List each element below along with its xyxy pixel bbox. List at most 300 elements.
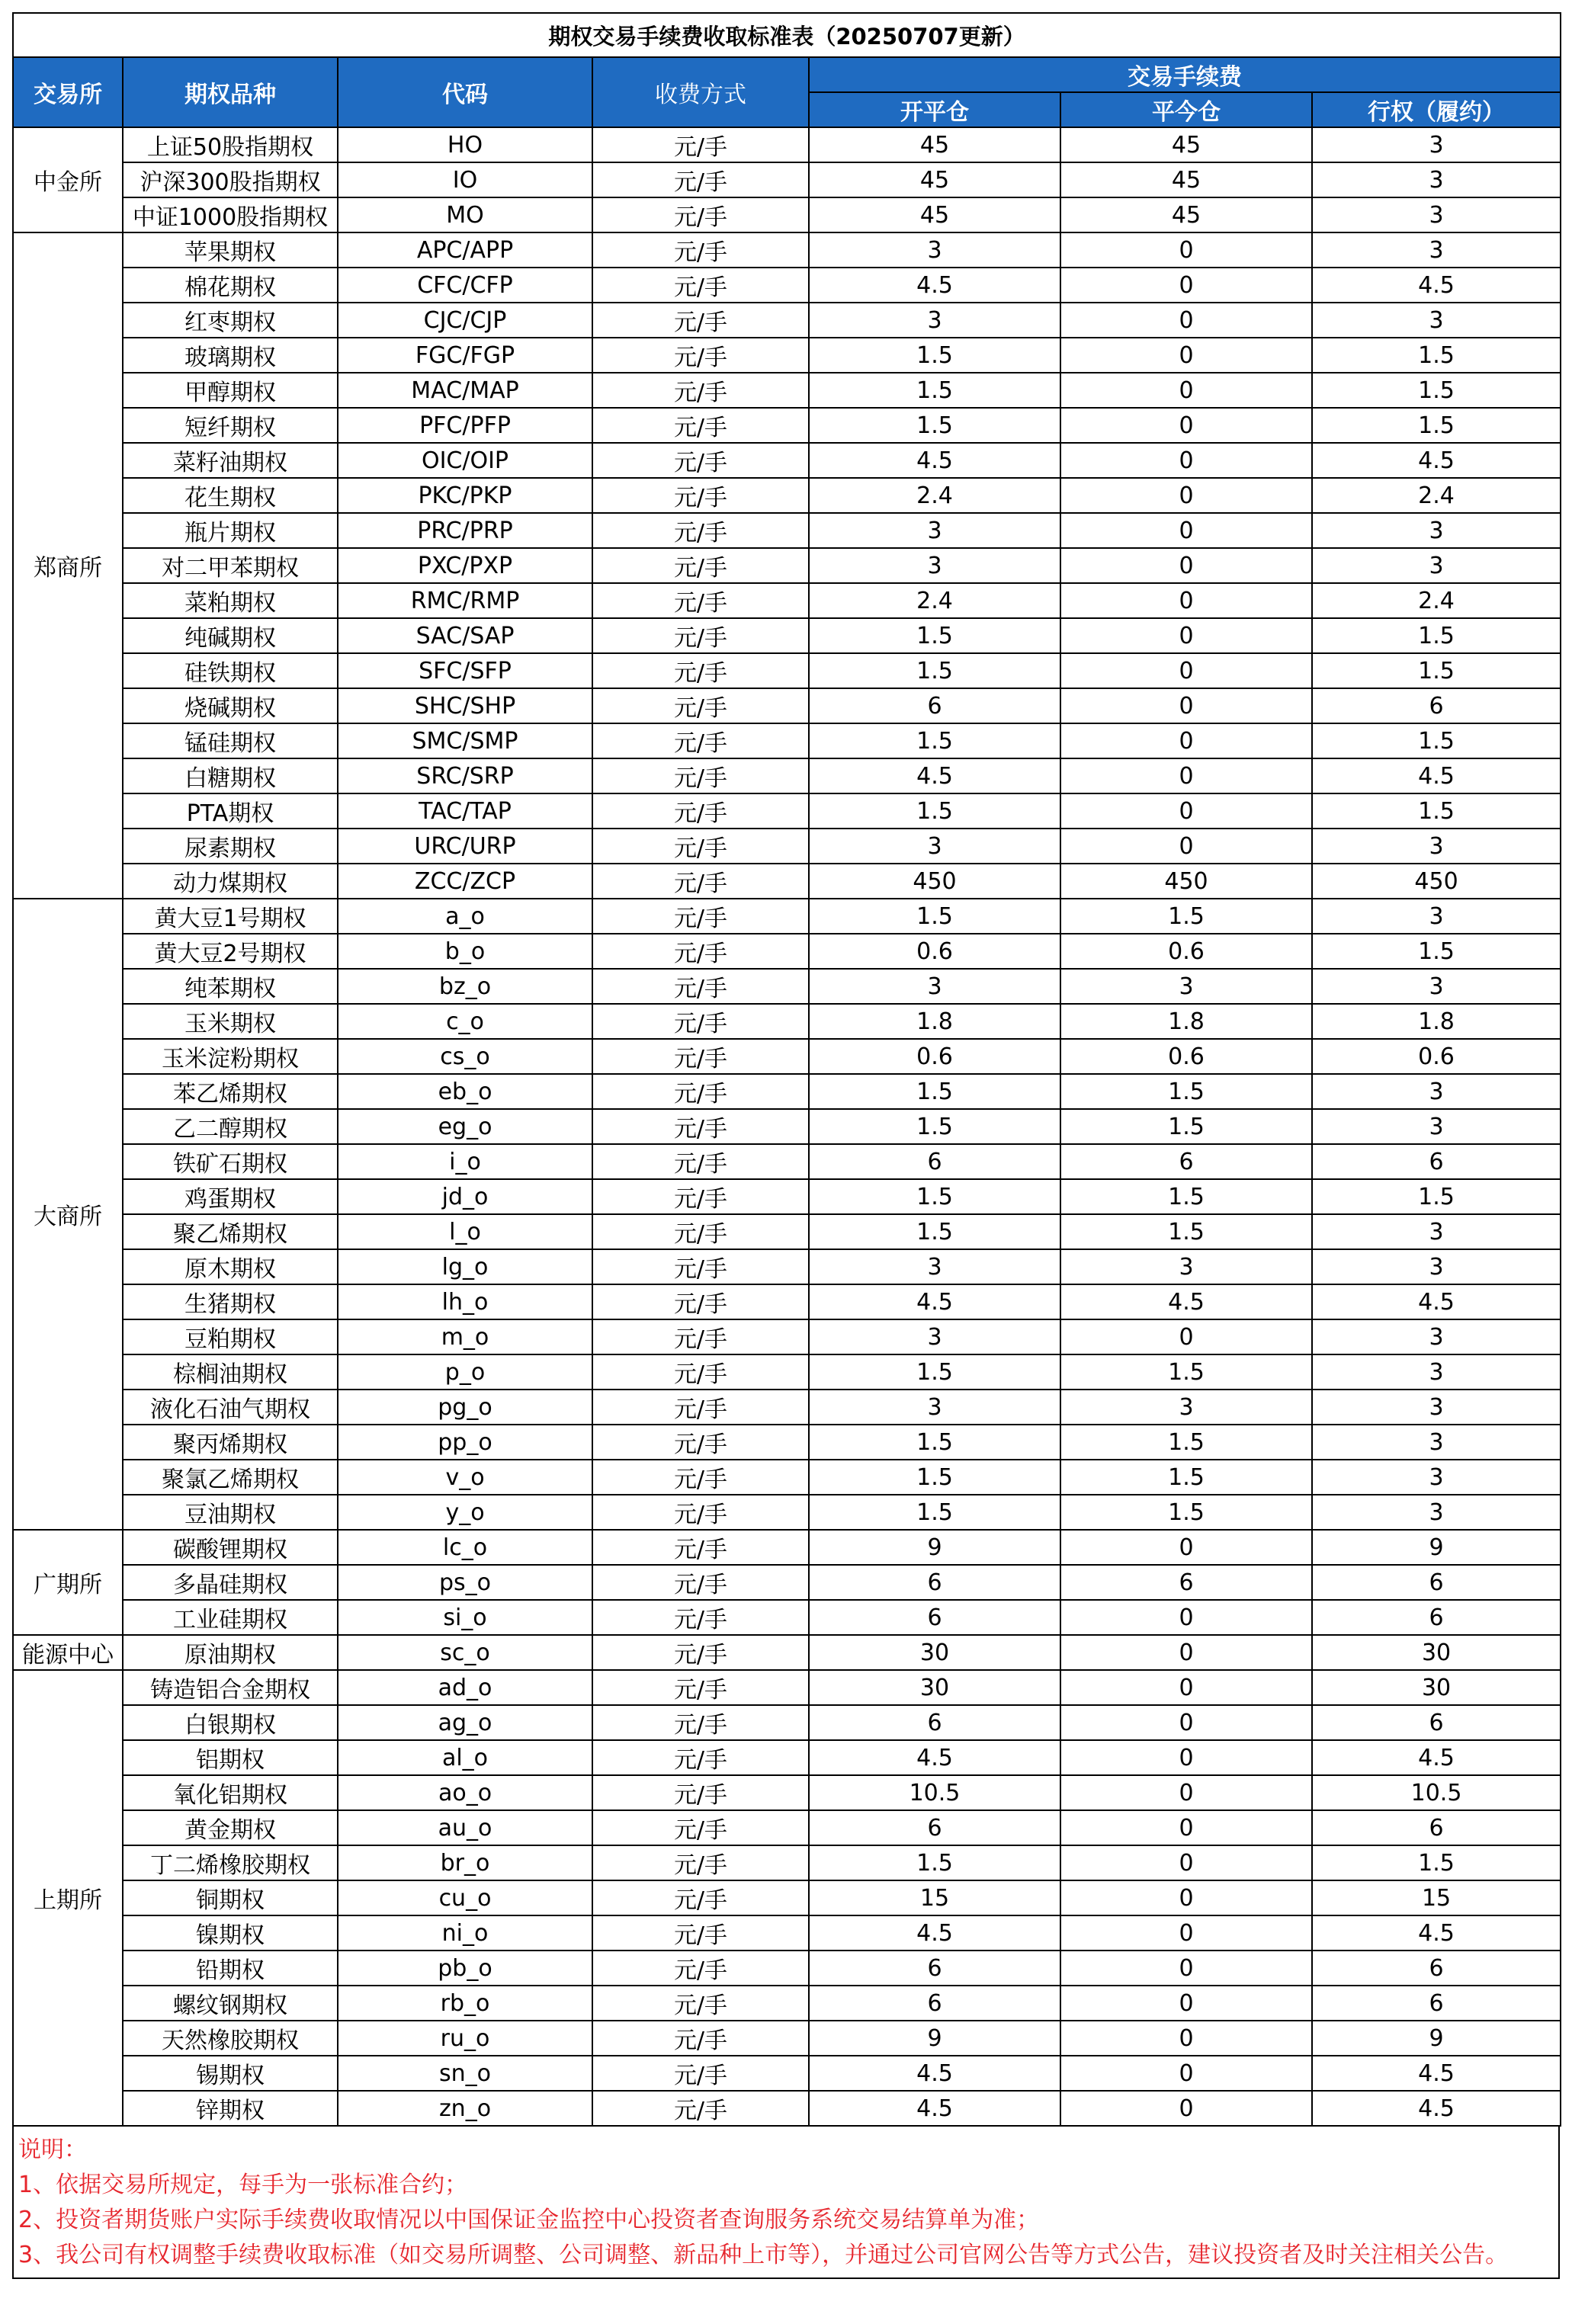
open-close-fee-cell: 3 — [809, 829, 1060, 864]
product-name-cell: 玉米期权 — [123, 1004, 338, 1039]
table-row — [13, 1354, 1561, 1390]
product-code-cell: cu_o — [338, 1880, 592, 1915]
close-today-fee-cell: 0 — [1060, 1845, 1312, 1880]
exercise-fee-cell: 6 — [1312, 1565, 1561, 1600]
product-code-cell: MO — [338, 197, 592, 232]
fee-method-cell: 元/手 — [592, 1179, 809, 1214]
close-today-fee-cell: 0 — [1060, 303, 1312, 338]
exercise-fee-cell: 6 — [1312, 1810, 1561, 1845]
fee-method-cell: 元/手 — [592, 1425, 809, 1460]
fee-sheet — [12, 12, 1560, 2279]
product-code-cell: IO — [338, 162, 592, 197]
product-code-cell: SRC/SRP — [338, 758, 592, 793]
product-name-cell: 铸造铝合金期权 — [123, 1670, 338, 1705]
exercise-fee-cell: 3 — [1312, 1214, 1561, 1249]
table-row — [13, 2091, 1561, 2126]
product-name-cell: 生猪期权 — [123, 1284, 338, 1319]
product-name-cell: 花生期权 — [123, 478, 338, 513]
product-code-cell: pp_o — [338, 1425, 592, 1460]
product-name-cell: 聚乙烯期权 — [123, 1214, 338, 1249]
exercise-fee-cell: 0.6 — [1312, 1039, 1561, 1074]
fee-method-cell: 元/手 — [592, 618, 809, 653]
product-code-cell: al_o — [338, 1740, 592, 1775]
exercise-fee-cell: 3 — [1312, 899, 1561, 934]
close-today-fee-cell: 0 — [1060, 618, 1312, 653]
exercise-fee-cell: 4.5 — [1312, 2056, 1561, 2091]
table-row — [13, 618, 1561, 653]
product-name-cell: 螺纹钢期权 — [123, 1986, 338, 2021]
product-name-cell: 豆油期权 — [123, 1495, 338, 1530]
table-row — [13, 899, 1561, 934]
open-close-fee-cell: 9 — [809, 2021, 1060, 2056]
exercise-fee-cell: 4.5 — [1312, 1915, 1561, 1951]
fee-method-cell: 元/手 — [592, 408, 809, 443]
exercise-fee-cell: 30 — [1312, 1670, 1561, 1705]
close-today-fee-cell: 0 — [1060, 1530, 1312, 1565]
close-today-fee-cell: 0 — [1060, 408, 1312, 443]
fee-method-cell: 元/手 — [592, 1074, 809, 1109]
exchange-cell: 郑商所 — [13, 232, 123, 899]
close-today-fee-cell: 45 — [1060, 197, 1312, 232]
close-today-fee-cell: 1.5 — [1060, 1354, 1312, 1390]
close-today-fee-cell: 1.5 — [1060, 1460, 1312, 1495]
open-close-fee-cell: 1.5 — [809, 899, 1060, 934]
open-close-fee-cell: 6 — [809, 1144, 1060, 1179]
close-today-fee-cell: 0 — [1060, 1775, 1312, 1810]
table-row — [13, 1705, 1561, 1740]
product-name-cell: 碳酸锂期权 — [123, 1530, 338, 1565]
col-header-open-close: 开平仓 — [809, 92, 1060, 127]
fee-method-cell: 元/手 — [592, 1109, 809, 1144]
open-close-fee-cell: 3 — [809, 969, 1060, 1004]
table-row — [13, 1740, 1561, 1775]
open-close-fee-cell: 3 — [809, 1249, 1060, 1284]
close-today-fee-cell: 0 — [1060, 232, 1312, 268]
product-name-cell: 沪深300股指期权 — [123, 162, 338, 197]
fee-method-cell: 元/手 — [592, 443, 809, 478]
close-today-fee-cell: 0 — [1060, 1740, 1312, 1775]
product-name-cell: 铁矿石期权 — [123, 1144, 338, 1179]
open-close-fee-cell: 1.5 — [809, 1074, 1060, 1109]
product-code-cell: lh_o — [338, 1284, 592, 1319]
open-close-fee-cell: 30 — [809, 1670, 1060, 1705]
table-row — [13, 268, 1561, 303]
open-close-fee-cell: 3 — [809, 232, 1060, 268]
table-row — [13, 1144, 1561, 1179]
fee-method-cell: 元/手 — [592, 1986, 809, 2021]
close-today-fee-cell: 0 — [1060, 1635, 1312, 1670]
close-today-fee-cell: 1.5 — [1060, 1179, 1312, 1214]
product-name-cell: 对二甲苯期权 — [123, 548, 338, 583]
table-row — [13, 583, 1561, 618]
fee-method-cell: 元/手 — [592, 1214, 809, 1249]
fee-method-cell: 元/手 — [592, 969, 809, 1004]
col-header-close-today: 平今仓 — [1060, 92, 1312, 127]
product-name-cell: 锌期权 — [123, 2091, 338, 2126]
close-today-fee-cell: 6 — [1060, 1144, 1312, 1179]
close-today-fee-cell: 0 — [1060, 1670, 1312, 1705]
table-row — [13, 232, 1561, 268]
exercise-fee-cell: 6 — [1312, 1951, 1561, 1986]
close-today-fee-cell: 0.6 — [1060, 934, 1312, 969]
exercise-fee-cell: 6 — [1312, 688, 1561, 723]
exercise-fee-cell: 3 — [1312, 127, 1561, 162]
product-code-cell: PRC/PRP — [338, 513, 592, 548]
table-row — [13, 969, 1561, 1004]
fee-method-cell: 元/手 — [592, 197, 809, 232]
product-name-cell: 菜粕期权 — [123, 583, 338, 618]
product-name-cell: 锰硅期权 — [123, 723, 338, 758]
open-close-fee-cell: 0.6 — [809, 1039, 1060, 1074]
product-code-cell: jd_o — [338, 1179, 592, 1214]
open-close-fee-cell: 2.4 — [809, 583, 1060, 618]
notes-heading: 说明： — [18, 2136, 87, 2163]
col-header-method: 收费方式 — [592, 57, 809, 127]
close-today-fee-cell: 0 — [1060, 2091, 1312, 2126]
fee-method-cell: 元/手 — [592, 232, 809, 268]
close-today-fee-cell: 0 — [1060, 443, 1312, 478]
close-today-fee-cell: 0 — [1060, 268, 1312, 303]
table-row — [13, 2056, 1561, 2091]
fee-method-cell: 元/手 — [592, 373, 809, 408]
product-code-cell: CJC/CJP — [338, 303, 592, 338]
fee-method-cell: 元/手 — [592, 1880, 809, 1915]
close-today-fee-cell: 1.8 — [1060, 1004, 1312, 1039]
product-code-cell: sc_o — [338, 1635, 592, 1670]
exercise-fee-cell: 1.5 — [1312, 373, 1561, 408]
product-code-cell: au_o — [338, 1810, 592, 1845]
product-name-cell: 黄大豆1号期权 — [123, 899, 338, 934]
product-name-cell: 液化石油气期权 — [123, 1390, 338, 1425]
fee-method-cell: 元/手 — [592, 829, 809, 864]
table-row — [13, 1390, 1561, 1425]
product-code-cell: v_o — [338, 1460, 592, 1495]
table-row — [13, 443, 1561, 478]
close-today-fee-cell: 0 — [1060, 1951, 1312, 1986]
fee-method-cell: 元/手 — [592, 583, 809, 618]
product-code-cell: l_o — [338, 1214, 592, 1249]
product-code-cell: si_o — [338, 1600, 592, 1635]
table-row — [13, 1845, 1561, 1880]
product-code-cell: c_o — [338, 1004, 592, 1039]
table-row — [13, 1880, 1561, 1915]
exercise-fee-cell: 4.5 — [1312, 443, 1561, 478]
open-close-fee-cell: 4.5 — [809, 758, 1060, 793]
close-today-fee-cell: 4.5 — [1060, 1284, 1312, 1319]
close-today-fee-cell: 0 — [1060, 1915, 1312, 1951]
col-header-product: 期权品种 — [123, 57, 338, 127]
fee-method-cell: 元/手 — [592, 1039, 809, 1074]
exercise-fee-cell: 3 — [1312, 548, 1561, 583]
exercise-fee-cell: 1.5 — [1312, 618, 1561, 653]
product-code-cell: FGC/FGP — [338, 338, 592, 373]
exercise-fee-cell: 3 — [1312, 1425, 1561, 1460]
exercise-fee-cell: 1.8 — [1312, 1004, 1561, 1039]
exercise-fee-cell: 15 — [1312, 1880, 1561, 1915]
product-code-cell: PFC/PFP — [338, 408, 592, 443]
product-code-cell: ni_o — [338, 1915, 592, 1951]
product-code-cell: bz_o — [338, 969, 592, 1004]
product-name-cell: 原木期权 — [123, 1249, 338, 1284]
fee-method-cell: 元/手 — [592, 1249, 809, 1284]
fee-method-cell: 元/手 — [592, 2056, 809, 2091]
exercise-fee-cell: 4.5 — [1312, 1740, 1561, 1775]
product-code-cell: b_o — [338, 934, 592, 969]
close-today-fee-cell: 0 — [1060, 2021, 1312, 2056]
exercise-fee-cell: 30 — [1312, 1635, 1561, 1670]
product-code-cell: SAC/SAP — [338, 618, 592, 653]
open-close-fee-cell: 1.5 — [809, 1109, 1060, 1144]
product-code-cell: y_o — [338, 1495, 592, 1530]
fee-method-cell: 元/手 — [592, 1775, 809, 1810]
product-code-cell: ad_o — [338, 1670, 592, 1705]
close-today-fee-cell: 0 — [1060, 548, 1312, 583]
close-today-fee-cell: 45 — [1060, 127, 1312, 162]
product-name-cell: 尿素期权 — [123, 829, 338, 864]
close-today-fee-cell: 1.5 — [1060, 1425, 1312, 1460]
table-row — [13, 829, 1561, 864]
exercise-fee-cell: 3 — [1312, 162, 1561, 197]
open-close-fee-cell: 6 — [809, 688, 1060, 723]
open-close-fee-cell: 1.8 — [809, 1004, 1060, 1039]
product-code-cell: ag_o — [338, 1705, 592, 1740]
table-body — [13, 127, 1561, 2126]
close-today-fee-cell: 0 — [1060, 653, 1312, 688]
table-row — [13, 653, 1561, 688]
close-today-fee-cell: 0.6 — [1060, 1039, 1312, 1074]
product-name-cell: 聚氯乙烯期权 — [123, 1460, 338, 1495]
product-name-cell: 黄金期权 — [123, 1810, 338, 1845]
table-row — [13, 1214, 1561, 1249]
product-name-cell: 白银期权 — [123, 1705, 338, 1740]
close-today-fee-cell: 0 — [1060, 1705, 1312, 1740]
product-code-cell: rb_o — [338, 1986, 592, 2021]
open-close-fee-cell: 1.5 — [809, 1354, 1060, 1390]
open-close-fee-cell: 4.5 — [809, 1284, 1060, 1319]
close-today-fee-cell: 0 — [1060, 478, 1312, 513]
fee-method-cell: 元/手 — [592, 1915, 809, 1951]
table-row — [13, 723, 1561, 758]
fee-method-cell: 元/手 — [592, 1705, 809, 1740]
close-today-fee-cell: 0 — [1060, 1810, 1312, 1845]
table-row — [13, 1039, 1561, 1074]
table-row — [13, 1670, 1561, 1705]
product-name-cell: 红枣期权 — [123, 303, 338, 338]
open-close-fee-cell: 45 — [809, 127, 1060, 162]
fee-method-cell: 元/手 — [592, 1284, 809, 1319]
exercise-fee-cell: 1.5 — [1312, 1179, 1561, 1214]
close-today-fee-cell: 6 — [1060, 1565, 1312, 1600]
product-code-cell: RMC/RMP — [338, 583, 592, 618]
close-today-fee-cell: 0 — [1060, 2056, 1312, 2091]
close-today-fee-cell: 0 — [1060, 583, 1312, 618]
table-row — [13, 864, 1561, 899]
product-code-cell: ru_o — [338, 2021, 592, 2056]
table-row — [13, 1600, 1561, 1635]
table-row — [13, 162, 1561, 197]
exercise-fee-cell: 3 — [1312, 303, 1561, 338]
product-code-cell: SFC/SFP — [338, 653, 592, 688]
exercise-fee-cell: 1.5 — [1312, 793, 1561, 829]
exercise-fee-cell: 1.5 — [1312, 338, 1561, 373]
fee-method-cell: 元/手 — [592, 1740, 809, 1775]
product-name-cell: 氧化铝期权 — [123, 1775, 338, 1810]
open-close-fee-cell: 30 — [809, 1635, 1060, 1670]
table-row — [13, 478, 1561, 513]
table-row — [13, 1284, 1561, 1319]
fee-method-cell: 元/手 — [592, 478, 809, 513]
product-code-cell: eg_o — [338, 1109, 592, 1144]
product-code-cell: cs_o — [338, 1039, 592, 1074]
fee-method-cell: 元/手 — [592, 513, 809, 548]
product-code-cell: OIC/OIP — [338, 443, 592, 478]
close-today-fee-cell: 0 — [1060, 758, 1312, 793]
table-row — [13, 197, 1561, 232]
open-close-fee-cell: 3 — [809, 513, 1060, 548]
table-row — [13, 934, 1561, 969]
col-header-fee-group: 交易手续费 — [809, 57, 1561, 92]
open-close-fee-cell: 1.5 — [809, 618, 1060, 653]
open-close-fee-cell: 1.5 — [809, 723, 1060, 758]
fee-method-cell: 元/手 — [592, 1565, 809, 1600]
product-name-cell: 玻璃期权 — [123, 338, 338, 373]
note-line: 2、投资者期货账户实际手续费收取情况以中国保证金监控中心投资者查询服务系统交易结算单为准； — [18, 2207, 1040, 2233]
table-row — [13, 408, 1561, 443]
exercise-fee-cell: 4.5 — [1312, 2091, 1561, 2126]
product-code-cell: sn_o — [338, 2056, 592, 2091]
exercise-fee-cell: 3 — [1312, 1074, 1561, 1109]
product-name-cell: 棉花期权 — [123, 268, 338, 303]
fee-method-cell: 元/手 — [592, 688, 809, 723]
open-close-fee-cell: 1.5 — [809, 338, 1060, 373]
close-today-fee-cell: 3 — [1060, 1249, 1312, 1284]
table-row — [13, 127, 1561, 162]
table-row — [13, 1530, 1561, 1565]
open-close-fee-cell: 6 — [809, 1810, 1060, 1845]
table-row — [13, 1109, 1561, 1144]
table-row — [13, 1565, 1561, 1600]
product-code-cell: br_o — [338, 1845, 592, 1880]
exercise-fee-cell: 9 — [1312, 2021, 1561, 2056]
fee-method-cell: 元/手 — [592, 1144, 809, 1179]
open-close-fee-cell: 6 — [809, 1600, 1060, 1635]
open-close-fee-cell: 1.5 — [809, 1179, 1060, 1214]
exercise-fee-cell: 2.4 — [1312, 583, 1561, 618]
exercise-fee-cell: 1.5 — [1312, 408, 1561, 443]
exercise-fee-cell: 3 — [1312, 1460, 1561, 1495]
open-close-fee-cell: 3 — [809, 548, 1060, 583]
close-today-fee-cell: 1.5 — [1060, 1109, 1312, 1144]
exercise-fee-cell: 6 — [1312, 1705, 1561, 1740]
product-code-cell: TAC/TAP — [338, 793, 592, 829]
open-close-fee-cell: 9 — [809, 1530, 1060, 1565]
product-code-cell: MAC/MAP — [338, 373, 592, 408]
table-row — [13, 548, 1561, 583]
fee-method-cell: 元/手 — [592, 934, 809, 969]
product-code-cell: PKC/PKP — [338, 478, 592, 513]
close-today-fee-cell: 0 — [1060, 1880, 1312, 1915]
exercise-fee-cell: 4.5 — [1312, 1284, 1561, 1319]
open-close-fee-cell: 1.5 — [809, 1845, 1060, 1880]
open-close-fee-cell: 2.4 — [809, 478, 1060, 513]
exchange-cell: 广期所 — [13, 1530, 123, 1635]
product-code-cell: SHC/SHP — [338, 688, 592, 723]
product-name-cell: 丁二烯橡胶期权 — [123, 1845, 338, 1880]
product-name-cell: 工业硅期权 — [123, 1600, 338, 1635]
exercise-fee-cell: 1.5 — [1312, 653, 1561, 688]
open-close-fee-cell: 1.5 — [809, 793, 1060, 829]
table-row — [13, 1074, 1561, 1109]
product-name-cell: 纯碱期权 — [123, 618, 338, 653]
product-name-cell: 铝期权 — [123, 1740, 338, 1775]
fee-method-cell: 元/手 — [592, 1004, 809, 1039]
open-close-fee-cell: 4.5 — [809, 268, 1060, 303]
exercise-fee-cell: 9 — [1312, 1530, 1561, 1565]
product-name-cell: PTA期权 — [123, 793, 338, 829]
table-row — [13, 303, 1561, 338]
fee-method-cell: 元/手 — [592, 758, 809, 793]
fee-method-cell: 元/手 — [592, 1670, 809, 1705]
exercise-fee-cell: 3 — [1312, 969, 1561, 1004]
product-code-cell: PXC/PXP — [338, 548, 592, 583]
fee-table — [12, 12, 1561, 2127]
open-close-fee-cell: 3 — [809, 303, 1060, 338]
product-name-cell: 多晶硅期权 — [123, 1565, 338, 1600]
fee-method-cell: 元/手 — [592, 1951, 809, 1986]
exercise-fee-cell: 6 — [1312, 1144, 1561, 1179]
fee-method-cell: 元/手 — [592, 162, 809, 197]
close-today-fee-cell: 1.5 — [1060, 1214, 1312, 1249]
open-close-fee-cell: 4.5 — [809, 1740, 1060, 1775]
exercise-fee-cell: 1.5 — [1312, 723, 1561, 758]
open-close-fee-cell: 6 — [809, 1951, 1060, 1986]
close-today-fee-cell: 450 — [1060, 864, 1312, 899]
close-today-fee-cell: 0 — [1060, 1600, 1312, 1635]
product-code-cell: CFC/CFP — [338, 268, 592, 303]
exercise-fee-cell: 1.5 — [1312, 1845, 1561, 1880]
table-row — [13, 1775, 1561, 1810]
fee-method-cell: 元/手 — [592, 864, 809, 899]
product-name-cell: 动力煤期权 — [123, 864, 338, 899]
close-today-fee-cell: 0 — [1060, 1986, 1312, 2021]
product-name-cell: 鸡蛋期权 — [123, 1179, 338, 1214]
close-today-fee-cell: 0 — [1060, 1319, 1312, 1354]
open-close-fee-cell: 45 — [809, 197, 1060, 232]
open-close-fee-cell: 4.5 — [809, 2056, 1060, 2091]
exercise-fee-cell: 3 — [1312, 1354, 1561, 1390]
product-name-cell: 苹果期权 — [123, 232, 338, 268]
col-header-code: 代码 — [338, 57, 592, 127]
product-name-cell: 烧碱期权 — [123, 688, 338, 723]
table-row — [13, 1179, 1561, 1214]
open-close-fee-cell: 45 — [809, 162, 1060, 197]
product-name-cell: 硅铁期权 — [123, 653, 338, 688]
product-code-cell: pb_o — [338, 1951, 592, 1986]
exercise-fee-cell: 3 — [1312, 197, 1561, 232]
product-name-cell: 聚丙烯期权 — [123, 1425, 338, 1460]
open-close-fee-cell: 6 — [809, 1705, 1060, 1740]
fee-method-cell: 元/手 — [592, 1390, 809, 1425]
open-close-fee-cell: 1.5 — [809, 1214, 1060, 1249]
open-close-fee-cell: 1.5 — [809, 653, 1060, 688]
table-row — [13, 1915, 1561, 1951]
fee-method-cell: 元/手 — [592, 303, 809, 338]
table-row — [13, 1495, 1561, 1530]
product-name-cell: 乙二醇期权 — [123, 1109, 338, 1144]
open-close-fee-cell: 1.5 — [809, 1460, 1060, 1495]
product-code-cell: lc_o — [338, 1530, 592, 1565]
open-close-fee-cell: 4.5 — [809, 443, 1060, 478]
